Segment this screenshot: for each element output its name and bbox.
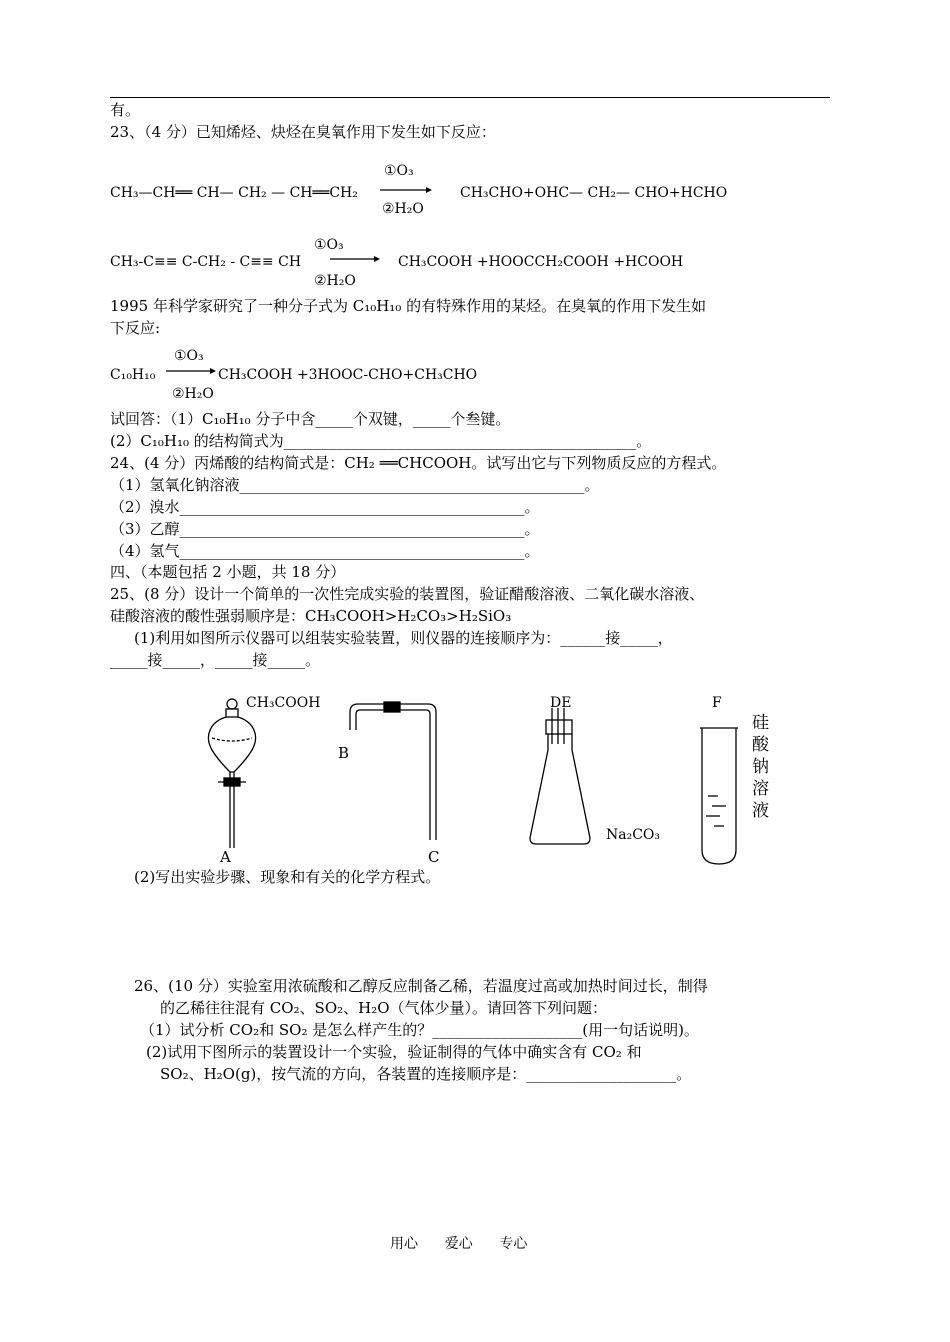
- q23-question1: 试回答：（1）C₁₀H₁₀ 分子中含_____个双键，_____个叁键。: [110, 410, 511, 428]
- q26-line3: （1）试分析 CO₂和 SO₂ 是怎么样产生的？____________________(用一句话说明)。: [140, 1021, 699, 1039]
- test-tube-icon: [700, 728, 738, 864]
- q23-reaction2-condition-top: ①O₃: [314, 237, 344, 253]
- label-c: C: [428, 848, 440, 866]
- q23-reaction1-condition-top: ①O₃: [384, 163, 414, 179]
- q25-line1: 25、(8 分）设计一个简单的一次性完成实验的装置图，验证醋酸溶液、二氧化碳水溶液、: [110, 585, 705, 603]
- q26-line4: (2)试用下图所示的装置设计一个实验，验证制得的气体中确实含有 CO₂ 和: [146, 1043, 642, 1061]
- q23-reaction3-condition-bottom: ②H₂O: [172, 386, 214, 402]
- q23-header: 23、（4 分）已知烯烃、炔烃在臭氧作用下发生如下反应：: [110, 123, 496, 141]
- separatory-funnel-icon: [208, 699, 255, 848]
- q24-item1: （1）氢氧化钠溶液______________________________________________。: [110, 476, 600, 494]
- label-ch3cooh: CH₃COOH: [246, 695, 321, 711]
- q24-header: 24、(4 分）丙烯酸的结构简式是：CH₂ ══CHCOOH。试写出它与下列物质反应的方程式。: [110, 454, 727, 472]
- apparatus-figure: [190, 690, 790, 870]
- q23-reaction2-product: CH₃COOH +HOOCCH₂COOH +HCOOH: [398, 254, 684, 270]
- q23-reaction2-arrow: [330, 255, 380, 263]
- q26-line2: 的乙稀往往混有 CO₂、SO₂、H₂O（气体少量）。请回答下列问题：: [160, 999, 608, 1017]
- q23-reaction3-product: CH₃COOH +3HOOC-CHO+CH₃CHO: [218, 367, 478, 383]
- q23-reaction3-arrow: [166, 367, 216, 375]
- label-de: DE: [550, 695, 572, 711]
- label-na2co3: Na₂CO₃: [606, 827, 661, 843]
- section-four-heading: 四、（本题包括 2 小题，共 18 分）: [110, 563, 346, 581]
- page-footer: 用心 爱心 专心: [390, 1236, 528, 1252]
- q24-item3: （3）乙醇______________________________________________。: [110, 520, 540, 538]
- q26-line1: 26、(10 分）实验室用浓硫酸和乙醇反应制备乙稀，若温度过高或加热时间过长，制得: [134, 977, 708, 995]
- q23-reaction3-condition-top: ①O₃: [174, 348, 204, 364]
- q25-line2: 硅酸溶液的酸性强弱顺序是：CH₃COOH>H₂CO₃>H₂SiO₃: [110, 607, 512, 625]
- label-b: B: [338, 744, 350, 762]
- q23-reaction1-product: CH₃CHO+OHC— CH₂— CHO+HCHO: [460, 185, 728, 201]
- q25-line5: (2)写出实验步骤、现象和有关的化学方程式。: [134, 868, 441, 886]
- conical-flask-icon: [530, 708, 590, 844]
- q23-reaction3-reactant: C₁₀H₁₀: [110, 367, 156, 383]
- q24-item2: （2）溴水______________________________________________。: [110, 498, 540, 516]
- bent-glass-tube-icon: [350, 702, 436, 840]
- q23-reaction2-reactant: CH₃-C≡≡ C-CH₂ - C≡≡ CH: [110, 254, 302, 270]
- top-line: 有。: [110, 101, 141, 119]
- label-sodium-silicate: 硅酸钠溶液: [752, 713, 769, 821]
- q23-reaction2-condition-bottom: ②H₂O: [314, 273, 356, 289]
- label-f: F: [712, 695, 722, 711]
- q26-line5: SO₂、H₂O(g)，按气流的方向，各装置的连接顺序是：____________________。: [160, 1065, 692, 1083]
- q23-question2: (2）C₁₀H₁₀ 的结构简式为_______________________________________________。: [110, 432, 652, 450]
- label-a: A: [220, 848, 231, 866]
- q25-line4: _____接_____，_____接_____。: [110, 651, 321, 669]
- q23-reaction1-reactant: CH₃—CH══ CH— CH₂ — CH══CH₂: [110, 185, 358, 201]
- header-rule: [110, 97, 830, 98]
- q23-reaction1-condition-bottom: ②H₂O: [382, 201, 424, 217]
- q23-reaction1-arrow: [380, 186, 432, 194]
- q24-item4: （4）氢气______________________________________________。: [110, 542, 540, 560]
- q23-paragraph-line2: 下反应:: [110, 319, 161, 337]
- q25-line3: (1)利用如图所示仪器可以组装实验装置，则仪器的连接顺序为：______接_____，: [134, 629, 673, 647]
- q23-paragraph-line1: 1995 年科学家研究了一种分子式为 C₁₀H₁₀ 的有特殊作用的某烃。在臭氧的作用下发生如: [110, 297, 707, 315]
